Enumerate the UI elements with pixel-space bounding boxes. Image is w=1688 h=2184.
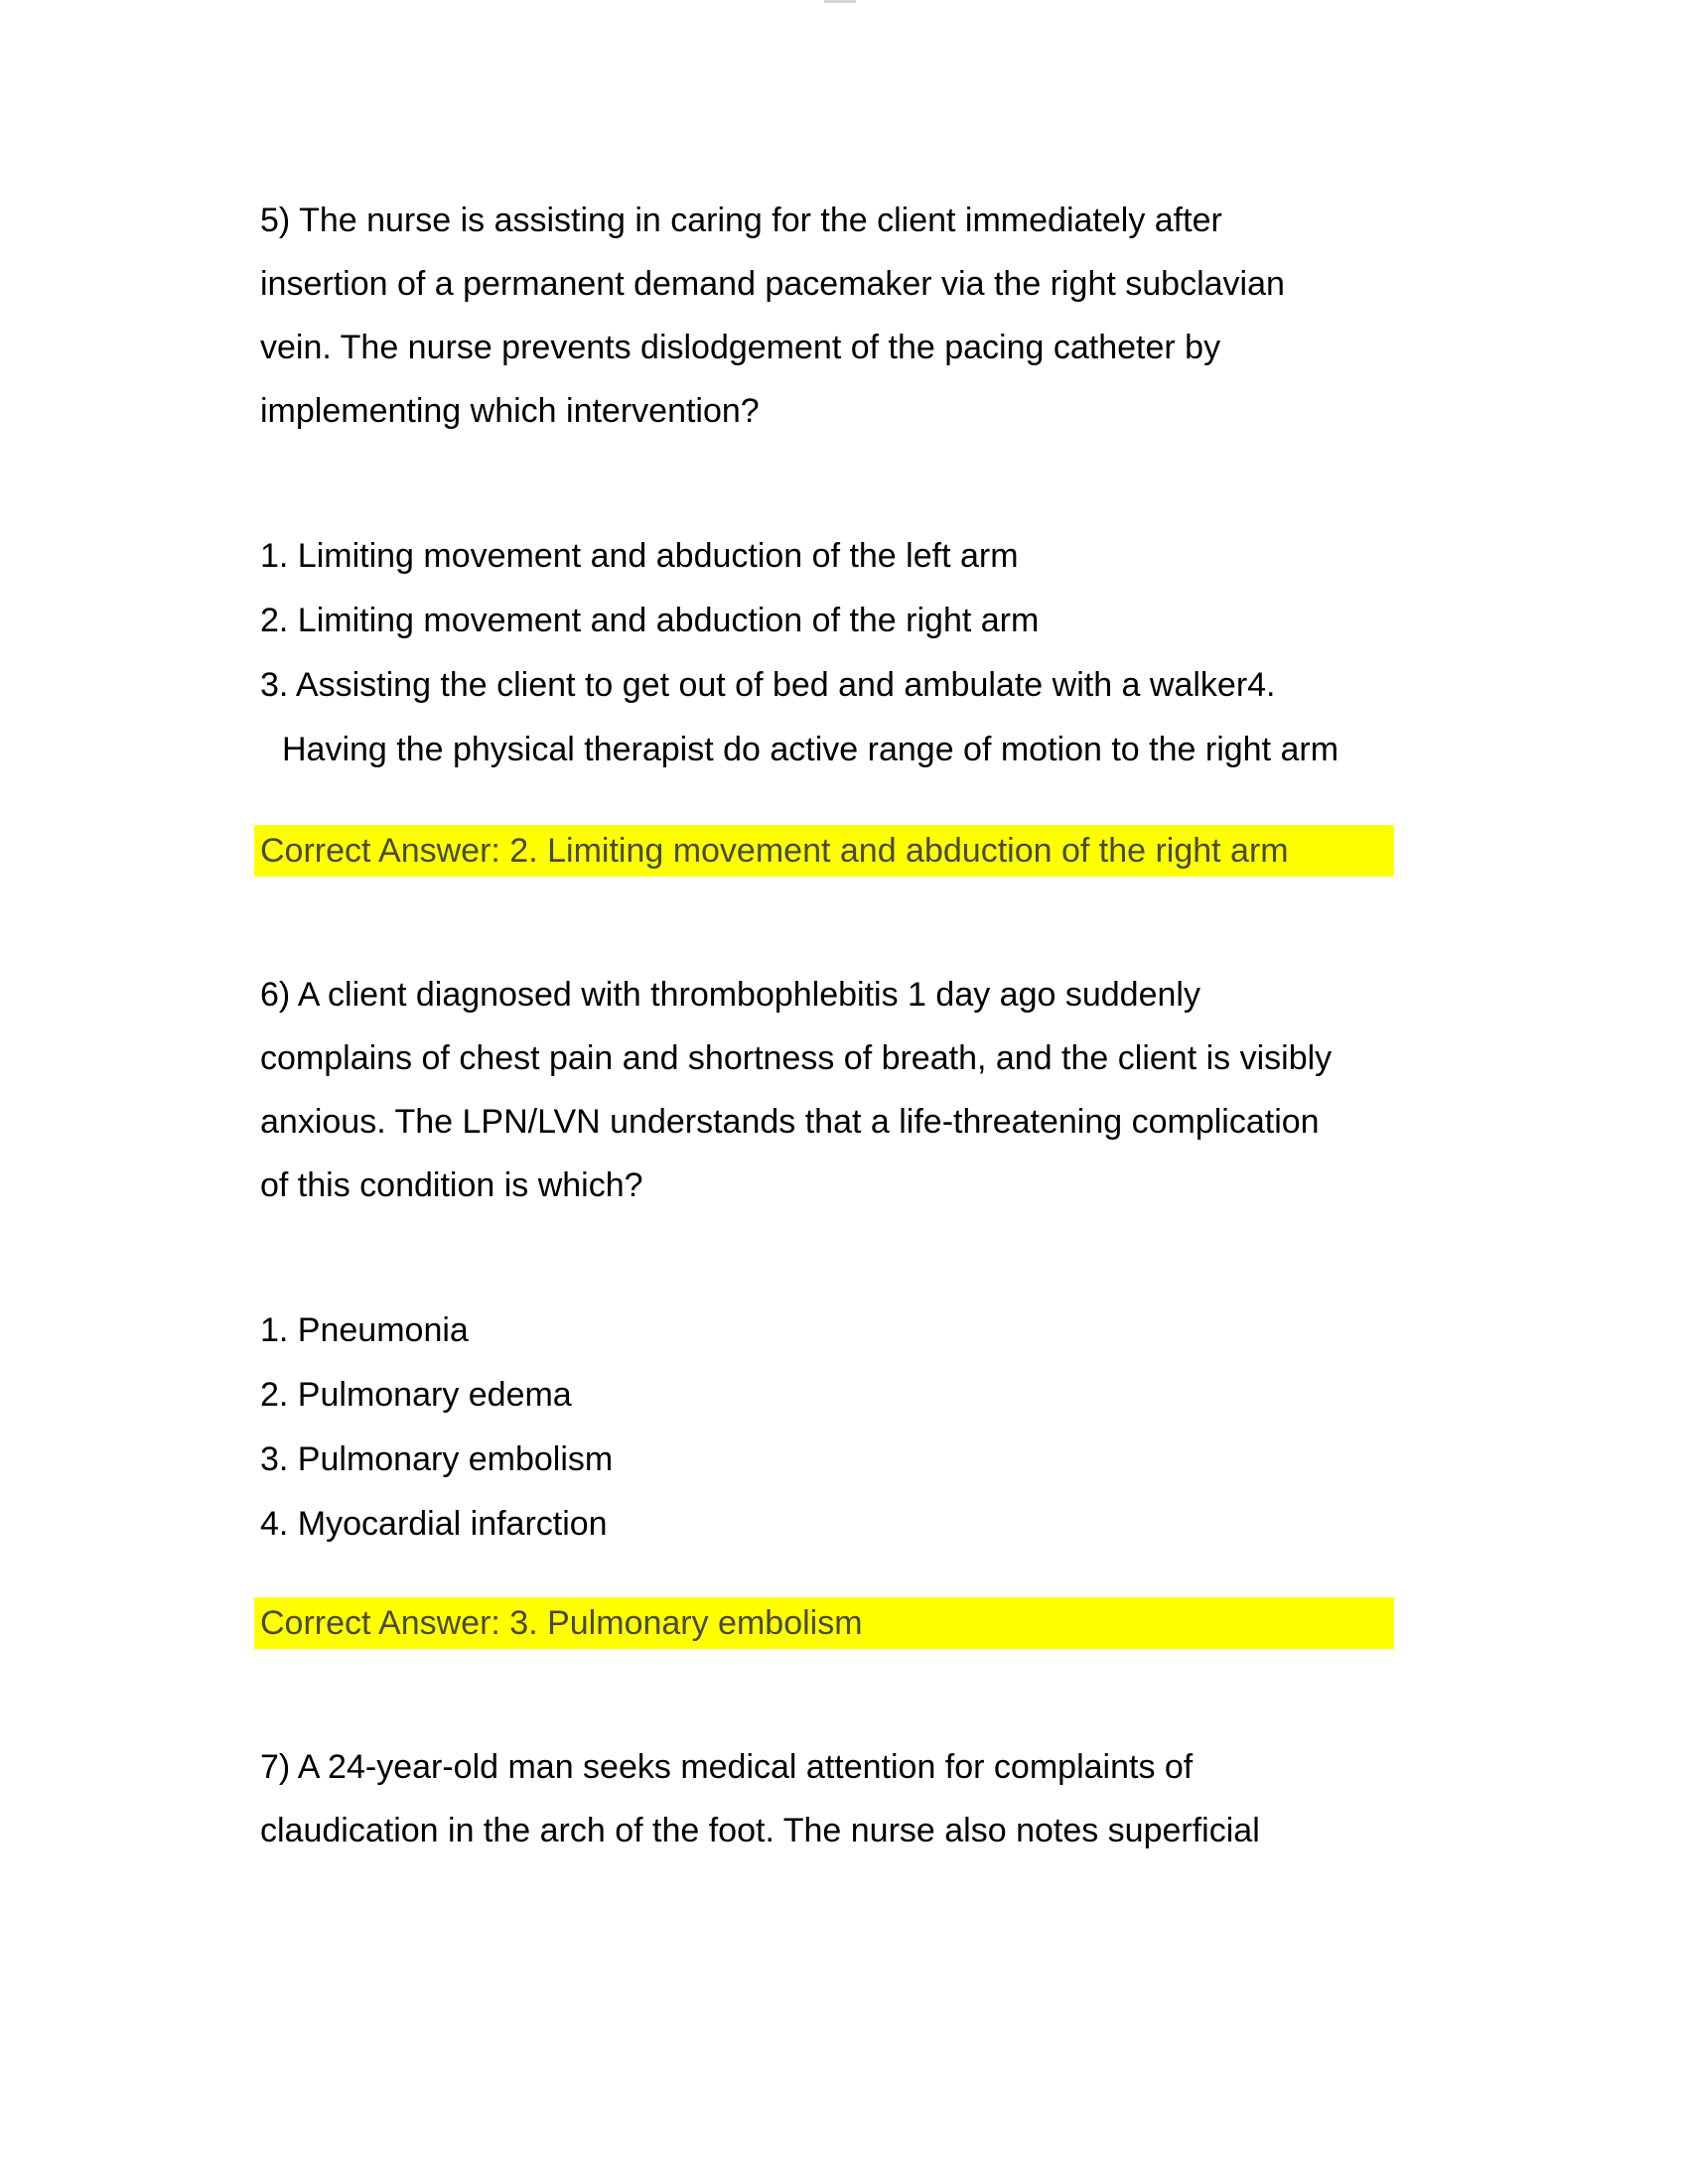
q6-option-3: 3. Pulmonary embolism [260,1440,614,1478]
q6-text-line-4: of this condition is which? [260,1166,643,1204]
q5-option-1: 1. Limiting movement and abduction of the left arm [260,537,1019,575]
q6-text-line-1: 6) A client diagnosed with thrombophlebitis 1 day ago suddenly [260,976,1200,1014]
q5-text-line-2: insertion of a permanent demand pacemaker via the right subclavian [260,265,1285,303]
q5-option-4: Having the physical therapist do active range of motion to the right arm [282,731,1339,768]
q5-text-line-4: implementing which intervention? [260,392,760,430]
q5-option-2: 2. Limiting movement and abduction of the right arm [260,602,1040,639]
q6-option-2: 2. Pulmonary edema [260,1376,572,1414]
q6-text-line-3: anxious. The LPN/LVN understands that a life-threatening complication [260,1103,1320,1141]
q5-text-line-1: 5) The nurse is assisting in caring for the client immediately after [260,202,1222,239]
q6-option-1: 1. Pneumonia [260,1311,469,1349]
q6-correct-answer: Correct Answer: 3. Pulmonary embolism [260,1604,863,1642]
q5-option-3: 3. Assisting the client to get out of bed and ambulate with a walker4. [260,666,1276,704]
q6-option-4: 4. Myocardial infarction [260,1505,608,1543]
q5-correct-answer: Correct Answer: 2. Limiting movement and abduction of the right arm [260,832,1289,870]
q6-text-line-2: complains of chest pain and shortness of breath, and the client is visibly [260,1039,1333,1077]
page-header-mark [824,0,856,3]
q5-text-line-3: vein. The nurse prevents dislodgement of the pacing catheter by [260,329,1221,366]
q7-text-line-2: claudication in the arch of the foot. The nurse also notes superficial [260,1812,1260,1849]
q7-text-line-1: 7) A 24-year-old man seeks medical attention for complaints of [260,1748,1194,1786]
